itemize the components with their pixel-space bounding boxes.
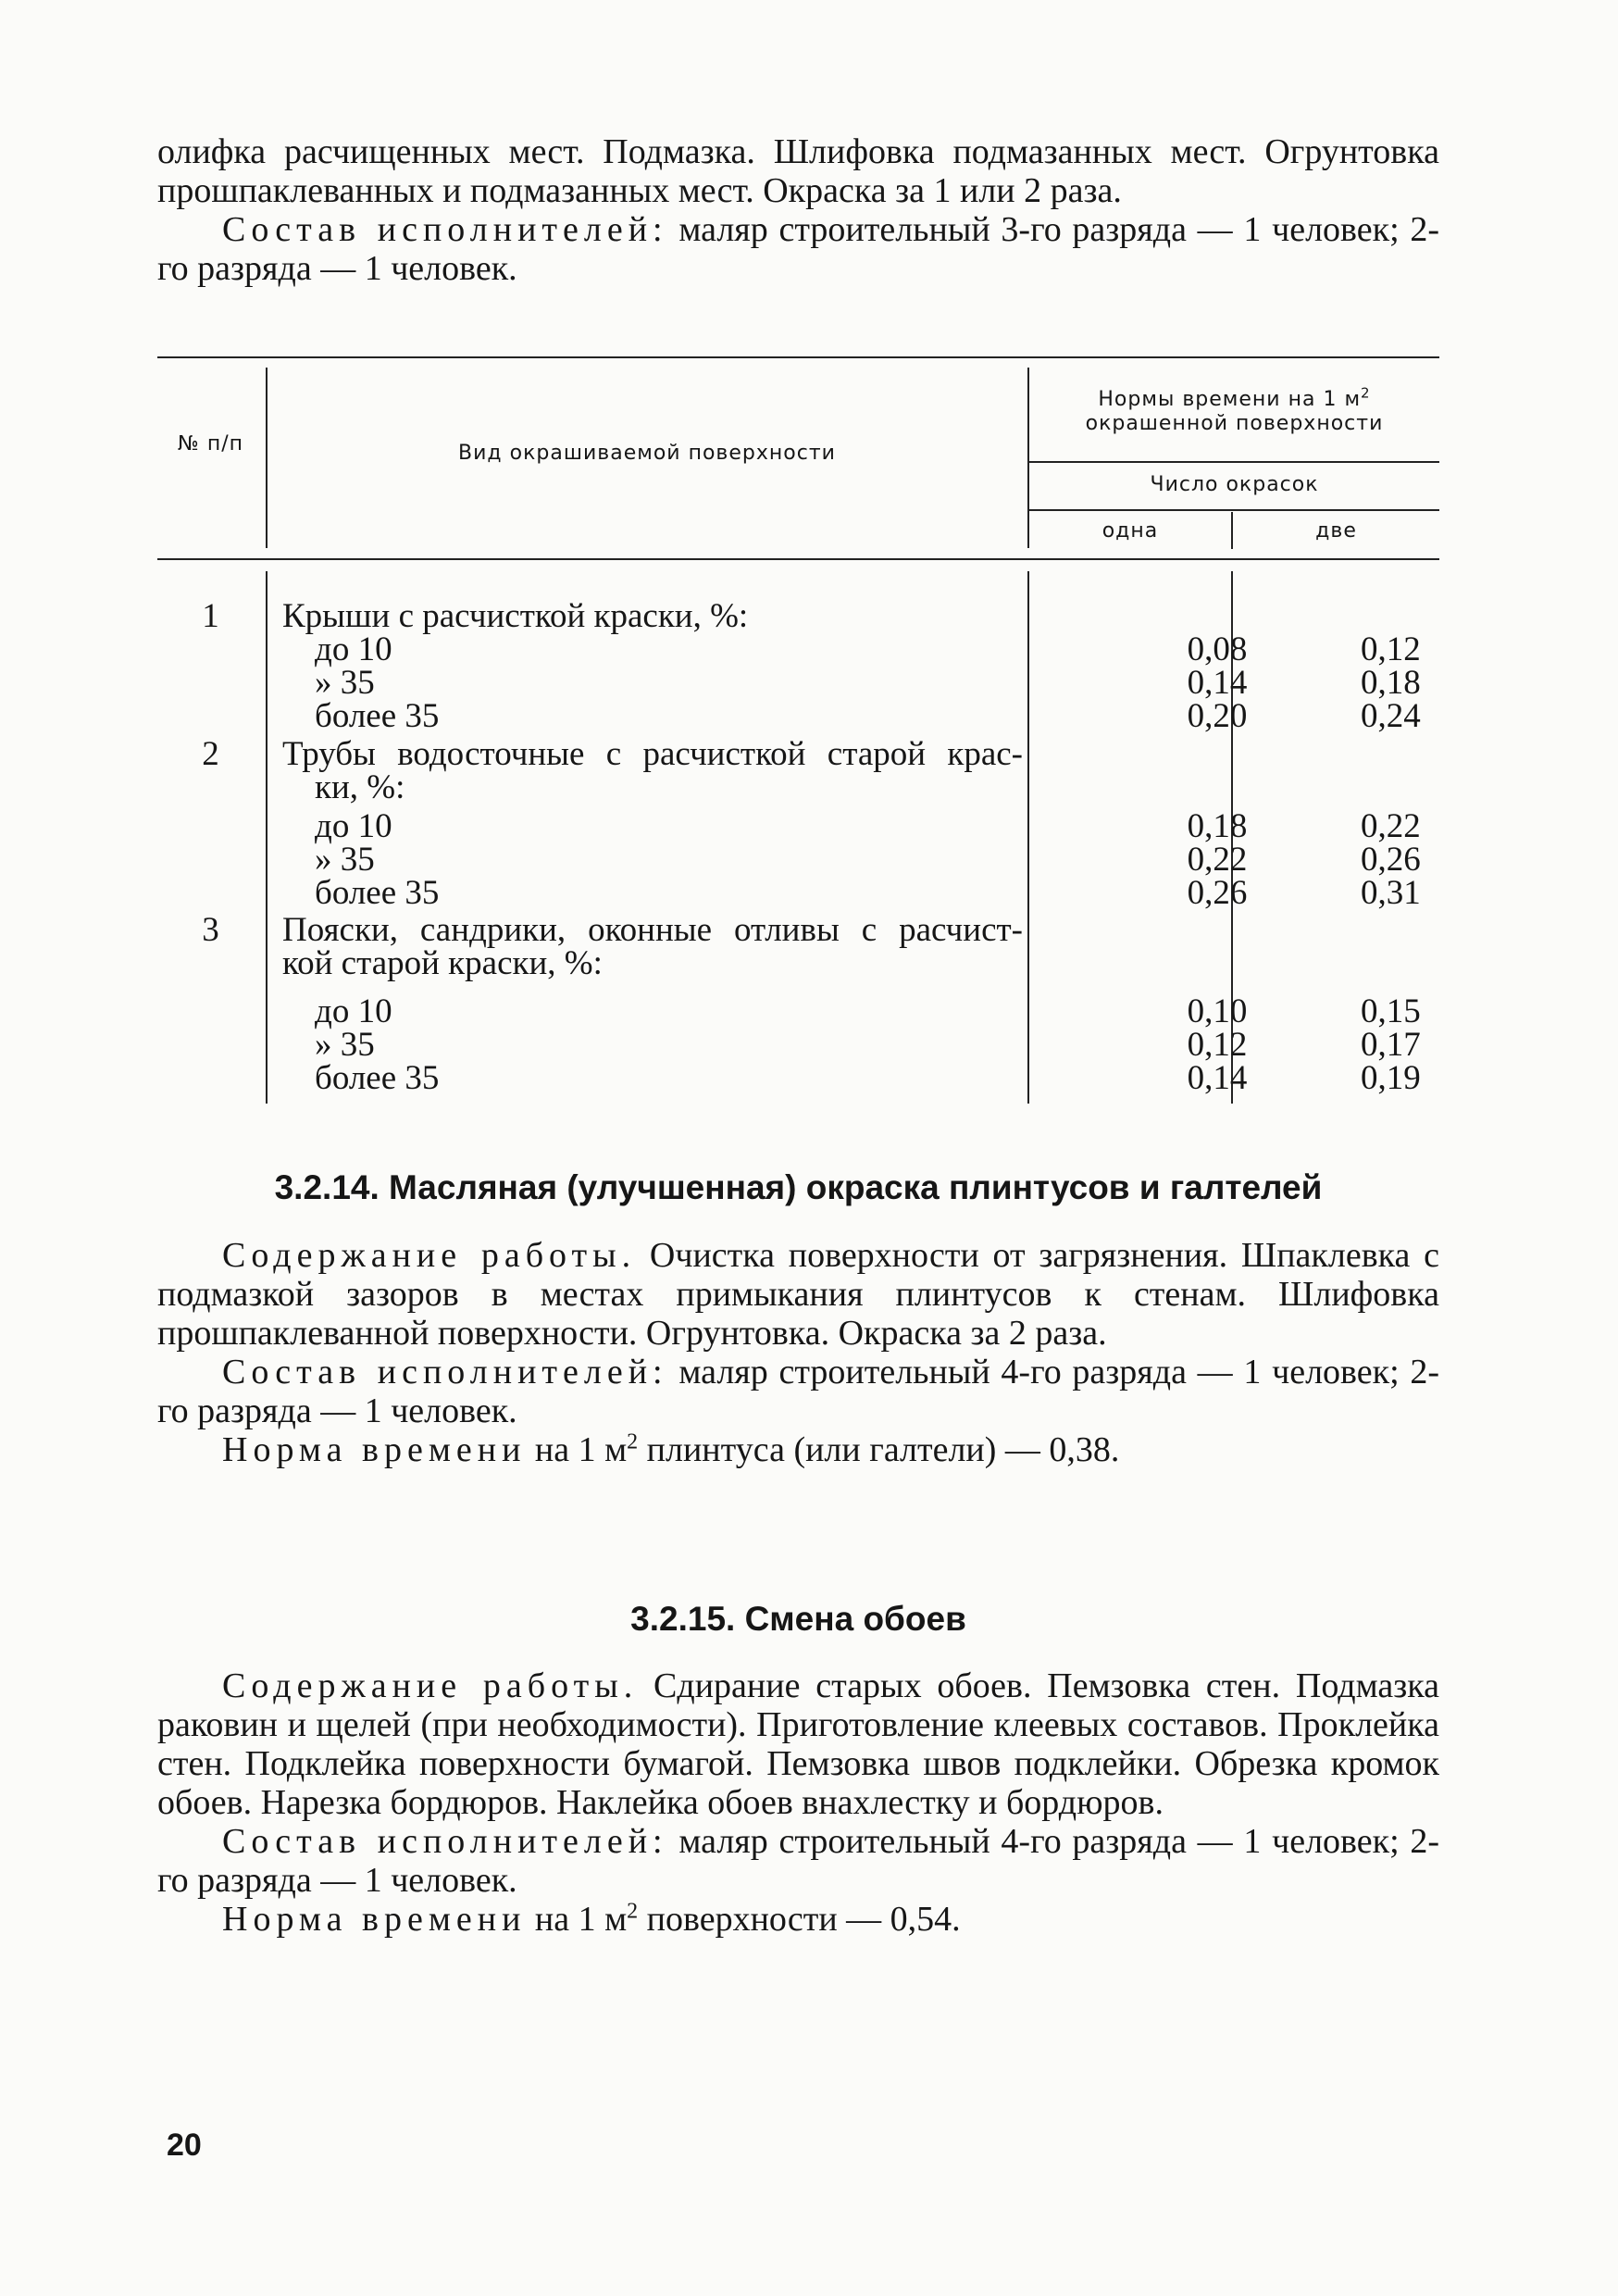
table-row bbox=[157, 874, 1439, 912]
row-name: Трубы водосточные с расчисткой старой крас- bbox=[282, 735, 1023, 773]
row-name: » 35 bbox=[315, 841, 375, 879]
section-3-2-15-title: 3.2.15. Смена обоев bbox=[630, 1600, 966, 1638]
row-name: до 10 bbox=[315, 992, 392, 1030]
row-name: более 35 bbox=[315, 874, 440, 912]
row-name: более 35 bbox=[315, 1059, 440, 1097]
row-one-coat: 0,10 bbox=[1187, 992, 1248, 1030]
row-two-coats: 0,12 bbox=[1361, 630, 1421, 668]
table-row bbox=[157, 630, 1439, 668]
row-one-coat: 0,22 bbox=[1187, 841, 1248, 879]
row-number: 1 bbox=[202, 597, 219, 635]
row-two-coats: 0,22 bbox=[1361, 807, 1421, 845]
row-name: » 35 bbox=[315, 1026, 375, 1064]
row-name: ки, %: bbox=[315, 768, 405, 806]
row-name: до 10 bbox=[315, 630, 392, 668]
s2-norm-post: поверхности — 0,54. bbox=[638, 1900, 961, 1939]
table-row bbox=[157, 843, 1439, 877]
section-3-2-14-title: 3.2.14. Масляная (улучшенная) окраска плинтусов и галтелей bbox=[274, 1168, 1323, 1206]
header-time-norms-a: Нормы времени на 1 м bbox=[1098, 388, 1362, 411]
row-name: » 35 bbox=[315, 664, 375, 702]
s1-work-paragraph bbox=[157, 1236, 1439, 1353]
row-one-coat: 0,18 bbox=[1187, 807, 1248, 845]
row-one-coat: 0,14 bbox=[1187, 664, 1248, 702]
table-row bbox=[157, 697, 1439, 735]
section-3-2-15-body bbox=[157, 1666, 1439, 1939]
row-number: 2 bbox=[202, 735, 219, 773]
s1-crew-text: маляр строительный 4-го разряда — 1 человек; 2-го разряда — 1 человек. bbox=[157, 1353, 1439, 1430]
s1-norm-sup: 2 bbox=[627, 1429, 639, 1454]
header-time-norms bbox=[1029, 384, 1439, 436]
row-one-coat: 0,26 bbox=[1187, 874, 1248, 912]
row-name: кой старой краски, %: bbox=[282, 944, 603, 982]
s2-work-label: Содержание работы. bbox=[222, 1666, 639, 1705]
table-row bbox=[157, 992, 1439, 1030]
s2-work-paragraph bbox=[157, 1666, 1439, 1822]
row-two-coats: 0,19 bbox=[1361, 1059, 1421, 1097]
row-two-coats: 0,17 bbox=[1361, 1026, 1421, 1064]
s2-crew-paragraph bbox=[157, 1822, 1439, 1900]
row-one-coat: 0,14 bbox=[1187, 1059, 1248, 1097]
table-top-rule bbox=[157, 356, 1439, 358]
row-one-coat: 0,08 bbox=[1187, 630, 1248, 668]
header-coat-count: Число окрасок bbox=[1150, 473, 1319, 496]
row-name: Пояски, сандрики, оконные отливы с расчист- bbox=[282, 911, 1023, 949]
table-row bbox=[157, 597, 1439, 635]
s1-crew-paragraph bbox=[157, 1353, 1439, 1430]
s1-norm-pre: на 1 м bbox=[526, 1430, 628, 1469]
table-row bbox=[157, 1026, 1439, 1064]
header-time-norms-b: окрашенной поверхности bbox=[1085, 412, 1384, 435]
s2-crew-text: маляр строительный 4-го разряда — 1 человек; 2-го разряда — 1 человек. bbox=[157, 1822, 1439, 1900]
header-time-norms-sup: 2 bbox=[1361, 384, 1371, 402]
s1-norm-post: плинтуса (или галтели) — 0,38. bbox=[638, 1430, 1120, 1469]
s1-norm-label: Норма времени bbox=[222, 1430, 527, 1469]
header-rule-1 bbox=[1027, 461, 1439, 463]
row-number: 3 bbox=[202, 911, 219, 949]
header-surface-type: Вид окрашиваемой поверхности bbox=[458, 442, 836, 465]
header-bottom-rule bbox=[157, 558, 1439, 560]
row-two-coats: 0,15 bbox=[1361, 992, 1421, 1030]
header-rule-2 bbox=[1027, 509, 1439, 511]
s2-work-text: Сдирание старых обоев. Пемзовка стен. Подмазка раковин и щелей (при необходимости). Приготовление клеевых составов. Проклейка стен. Подклейка поверхности бумагой. Пемзовка швов подклейки. Обрезка кромок обоев. Нарезка бордюров. Наклейка обоев внахлестку и бордюров. bbox=[157, 1666, 1439, 1822]
table-row bbox=[157, 944, 1439, 982]
header-two-coats: две bbox=[1315, 519, 1357, 543]
row-one-coat: 0,12 bbox=[1187, 1026, 1248, 1064]
s1-norm-paragraph bbox=[157, 1430, 1439, 1469]
row-two-coats: 0,31 bbox=[1361, 874, 1421, 912]
table-row bbox=[157, 1059, 1439, 1097]
row-name: Крыши с расчисткой краски, %: bbox=[282, 597, 749, 635]
row-name: до 10 bbox=[315, 807, 392, 845]
table-row bbox=[157, 768, 1439, 806]
s2-norm-sup: 2 bbox=[627, 1899, 639, 1924]
header-one-coat: одна bbox=[1101, 519, 1159, 543]
table-row bbox=[157, 664, 1439, 702]
s1-work-label: Содержание работы. bbox=[222, 1236, 637, 1275]
table-row bbox=[157, 807, 1439, 845]
s2-crew-label: Состав исполнителей: bbox=[222, 1822, 668, 1861]
intro-paragraph: олифка расчищенных мест. Подмазка. Шлифовка подмазанных мест. Огрунтовка прошпаклеванных и подмазанных мест. Окраска за 1 или 2 раза. bbox=[157, 132, 1439, 210]
s1-crew-label: Состав исполнителей: bbox=[222, 1353, 668, 1391]
s2-norm-paragraph bbox=[157, 1900, 1439, 1939]
header-number: № п/п bbox=[177, 432, 244, 455]
s2-norm-pre: на 1 м bbox=[526, 1900, 628, 1939]
page-number: 20 bbox=[167, 2128, 202, 2163]
norms-table bbox=[157, 356, 1439, 1106]
row-two-coats: 0,26 bbox=[1361, 841, 1421, 879]
intro-block bbox=[157, 132, 1439, 288]
section-3-2-14-body bbox=[157, 1236, 1439, 1469]
crew-text: маляр строительный 3-го разряда — 1 человек; 2-го разряда — 1 человек. bbox=[157, 210, 1439, 288]
header-vrule-1 bbox=[266, 368, 268, 548]
table-row bbox=[157, 911, 1439, 949]
table-row bbox=[157, 735, 1439, 773]
row-two-coats: 0,24 bbox=[1361, 697, 1421, 735]
s1-work-text: Очистка поверхности от загрязнения. Шпаклевка с подмазкой зазоров в местах примыкания плинтусов к стенам. Шлифовка прошпаклеванной поверхности. Огрунтовка. Окраска за 2 раза. bbox=[157, 1236, 1439, 1353]
row-name: более 35 bbox=[315, 697, 440, 735]
row-two-coats: 0,18 bbox=[1361, 664, 1421, 702]
section-3-2-14 bbox=[157, 1168, 1439, 1207]
intro-crew-paragraph bbox=[157, 210, 1439, 288]
row-one-coat: 0,20 bbox=[1187, 697, 1248, 735]
crew-label: Состав исполнителей: bbox=[222, 210, 668, 249]
s2-norm-label: Норма времени bbox=[222, 1900, 527, 1939]
section-3-2-15 bbox=[157, 1600, 1439, 1639]
